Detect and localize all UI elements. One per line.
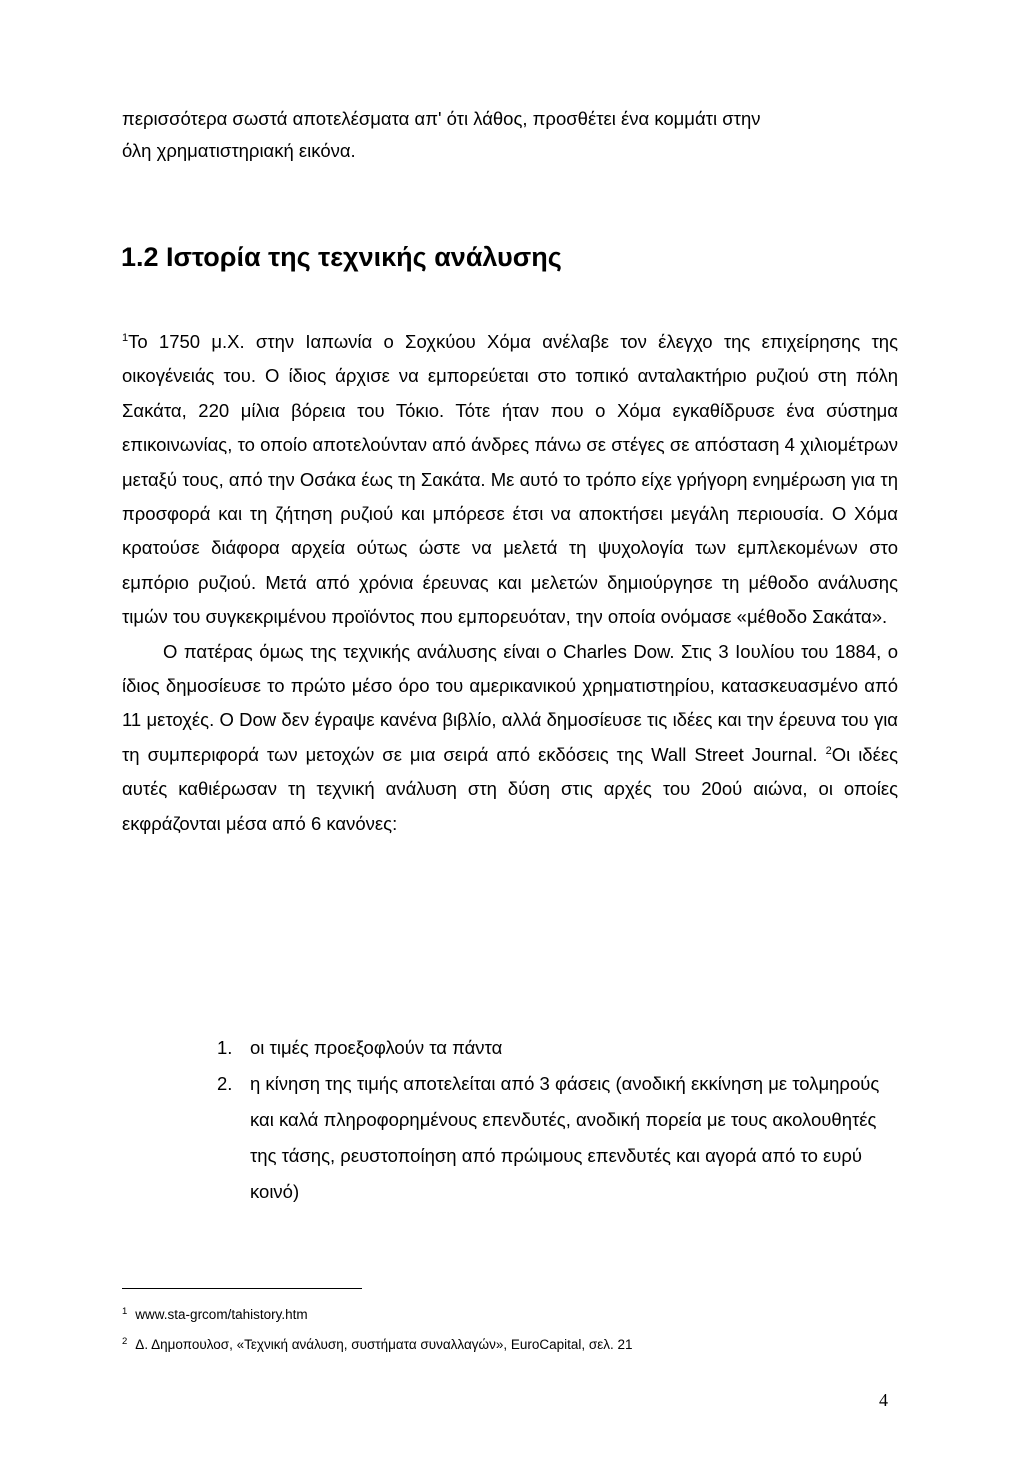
section-heading: 1.2 Ιστορία της τεχνικής ανάλυσης xyxy=(121,242,562,272)
list-item-number: 2. xyxy=(217,1073,233,1094)
dow-rules-list xyxy=(200,1030,900,1210)
paragraph-homma-text: Το 1750 μ.Χ. στην Ιαπωνία ο Σοχκύου Χόμα ανέλαβε τον έλεγχο της επιχείρησης της οικογένειάς του. Ο ίδιος άρχισε να εμπορεύεται στο τοπικό ανταλακτήριο ρυζιού στη πόλη Σακάτα, 220 μίλια βόρεια του Τόκιο. Τότε ήταν που ο Χόμα εγκαθίδρυσε ένα σύστημα επικοινωνίας, το οποίο αποτελούνταν από άνδρες πάνω σε στέγες σε απόσταση 4 χιλιομέτρων μεταξύ τους, από την Οσάκα έως τη Σακάτα. Με αυτό το τρόπο είχε γρήγορη ενημέρωση για τη προσφορά και τη ζήτηση ρυζιού και μπόρεσε έτσι να αποκτήσει μεγάλη περιουσία. Ο Χόμα κρατούσε διάφορα αρχεία ούτως ώστε να μελετά τη ψυχολογία των εμπλεκομένων στο εμπόριο ρυζιού. Μετά από χρόνια έρευνας και μελετών δημιούργησε τη μέθοδο ανάλυσης τιμών του συγκεκριμένου προϊόντος που εμπορευόταν, την οποία ονόμασε «μέθοδο Σακάτα». xyxy=(122,331,898,628)
paragraph-dow-text-2: Οι ιδέες αυτές καθιέρωσαν τη τεχνική ανάλυση στη δύση στις αρχές του 20ού αιώνα, οι οποίες εκφράζονται μέσα από 6 κανόνες: xyxy=(122,743,899,834)
footnotes xyxy=(122,1300,902,1360)
paragraph-dow xyxy=(122,635,898,841)
page-number: 4 xyxy=(879,1390,888,1410)
paragraph-dow-text-1: Ο πατέρας όμως της τεχνικής ανάλυσης είναι ο Charles Dow. Στις 3 Ιουλίου του 1884, ο ίδιος δημοσίευσε το πρώτο μέσο όρο του αμερικανικού χρηματιστηρίου, κατασκευασμένο από 11 μετοχές. Ο Dow δεν έγραψε κανένα βιβλίο, αλλά δημοσίευσε τις ιδέες και την έρευνα του για τη συμπεριφορά των μετοχών σε μια σειρά από εκδόσεις της Wall Street Journal. xyxy=(122,640,898,765)
footnote-ref-1[interactable]: 1 xyxy=(122,332,129,344)
list-item-text: οι τιμές προεξοφλούν τα πάντα xyxy=(250,1037,503,1058)
footnote-item xyxy=(122,1330,902,1360)
list-item-text: η κίνηση της τιμής αποτελείται από 3 φάσεις (ανοδική εκκίνηση με τολμηρούς και καλά πληροφορημένους επενδυτές, ανοδική πορεία με τους ακολουθητές της τάσης, ρευστοποίηση από πρώιμους επενδυτές και αγορά από το ευρύ κοινό) xyxy=(250,1073,880,1202)
footnote-link[interactable]: www.sta-grcom/tahistory.htm xyxy=(135,1307,308,1322)
footnote-text: Δ. Δημοπουλοσ, «Τεχνική ανάλυση, συστήματα συναλλαγών», EuroCapital, σελ. 21 xyxy=(135,1337,633,1352)
footnote-marker: 2 xyxy=(122,1336,128,1347)
list-item xyxy=(200,1030,900,1066)
paragraph-homma xyxy=(122,325,898,635)
footnote-divider xyxy=(122,1288,362,1289)
intro-line-2: όλη χρηματιστηριακή εικόνα. xyxy=(122,140,356,161)
list-item xyxy=(200,1066,900,1210)
section-body xyxy=(122,325,898,841)
intro-line-1: περισσότερα σωστά αποτελέσματα απ' ότι λάθος, προσθέτει ένα κομμάτι στην xyxy=(122,108,761,129)
footnote-item xyxy=(122,1300,902,1330)
footnote-marker: 1 xyxy=(122,1306,128,1317)
intro-paragraph xyxy=(122,103,902,167)
footnote-ref-2[interactable]: 2 xyxy=(825,744,832,757)
list-item-number: 1. xyxy=(217,1037,233,1058)
